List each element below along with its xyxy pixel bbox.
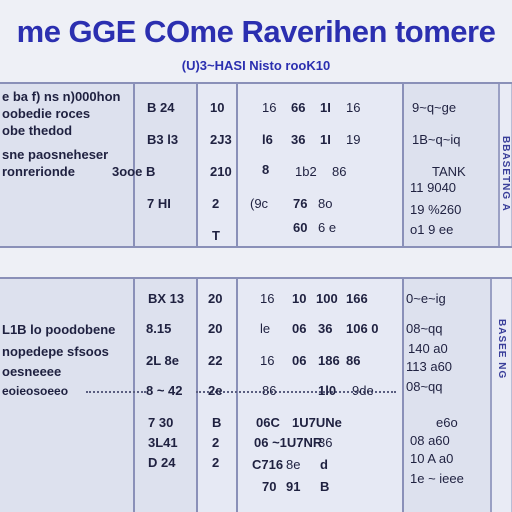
bottom-c-cell: 86 [262,383,277,398]
bottom-c-cell: 06 [292,321,307,336]
bottom-b-cell: 2 [212,435,220,450]
bottom-c-cell: 06 ~1U7NR [254,435,323,450]
bottom-c-cell: d [320,457,328,472]
bottom-c-cell: 70 [262,479,277,494]
top-c-cell: 8o [318,196,333,211]
top-desc-line: obe thedod [2,123,73,138]
bottom-a-cell: 2L 8e [146,353,180,368]
bottom-side-label: BASEE NG [496,319,507,380]
bottom-c-cell: B [320,479,330,494]
top-b-cell: 10 [210,100,225,115]
bottom-c-cell: 106 0 [346,321,379,336]
bottom-c-cell: 1l0 [318,383,337,398]
top-b-cell: 2 [212,196,220,211]
bottom-b-cell: 22 [208,353,223,368]
bottom-c-cell: C716 [252,457,284,472]
bottom-desc-line: eoieosoeeo [2,384,69,398]
top-desc-line: sne paosneheser [2,147,109,162]
bottom-c-cell: 06C [256,415,280,430]
bottom-c-cell: 1U7UNe [292,415,342,430]
top-c-cell: 66 [291,100,306,115]
bottom-c-cell: 16 [260,353,275,368]
top-table [0,82,512,248]
top-c-cell: 1I [320,132,331,147]
top-b-cell: 2J3 [210,132,232,147]
bottom-b-cell: 20 [208,321,223,336]
bottom-c-cell: le [260,321,271,336]
top-c-cell: 16 [262,100,277,115]
top-c-cell: 1I [320,100,331,115]
top-c-cell: 76 [293,196,308,211]
bottom-c-cell: 100 [316,291,338,306]
leader-dots [86,391,146,393]
bottom-c-cell: 16 [260,291,275,306]
top-b-cell: 210 [210,164,232,179]
top-d-cell: 19 %260 [410,202,462,217]
top-desc-line: e ba f) ns n)000hon [2,89,121,104]
bottom-a-cell: 8 ~ 42 [146,383,183,398]
bottom-c-cell: 186 [318,353,340,368]
bottom-table [0,277,512,512]
top-a-cell: 7 HI [147,196,171,211]
top-desc-line: oobedie roces [2,106,91,121]
bottom-a-cell: 3L41 [148,435,178,450]
top-c-cell: 86 [332,164,347,179]
bottom-c-cell: 166 [346,291,368,306]
bottom-c-cell: 36 [318,435,333,450]
top-a-cell: B3 l3 [147,132,179,147]
page-title: me GGE COme Raverihen tomere [16,14,496,49]
top-d-cell: 1B~q~iq [412,132,461,147]
bottom-c-cell: 8e [286,457,301,472]
bottom-b-cell: 2e [208,383,223,398]
top-desc-line: ronrerionde [2,164,75,179]
bottom-a-cell: BX 13 [148,291,185,306]
bottom-d-cell: 10 A a0 [410,451,454,466]
bottom-b-cell: 20 [208,291,223,306]
top-c-cell: 60 [293,220,308,235]
bottom-d-cell: e6o [436,415,458,430]
bottom-desc-line: nopedepe sfsoos [2,344,109,359]
top-c-cell: 6 e [318,220,337,235]
bottom-d-cell: 08~qq [406,379,443,394]
bottom-a-cell: D 24 [148,455,176,470]
page-subtitle: (U)3~HASI Nisto rooK10 [181,58,331,73]
bottom-desc-line: L1B lo poodobene [2,322,116,337]
bottom-d-cell: 0~e~ig [406,291,446,306]
top-c-cell: 1b2 [295,164,317,179]
bottom-d-cell: 08 a60 [410,433,450,448]
bottom-c-cell: 91 [286,479,301,494]
bottom-c-cell: 86 [346,353,361,368]
bottom-b-cell: B [212,415,222,430]
top-d-cell: o1 9 ee [410,222,454,237]
bottom-c-cell: 06 [292,353,307,368]
bottom-a-cell: 7 30 [148,415,174,430]
top-a-cell: 3ooe B [112,164,156,179]
bottom-d-cell: 1e ~ ieee [410,471,464,486]
top-c-cell: 8 [262,162,270,177]
top-d-cell: TANK [432,164,466,179]
top-b-cell: T [212,228,220,243]
top-side-label: BBASETNG A [500,136,511,212]
top-c-cell: l6 [262,132,273,147]
bottom-c-cell: 36 [318,321,333,336]
top-d-cell: 11 9040 [410,180,457,195]
bottom-d-cell: 08~qq [406,321,443,336]
top-d-cell: 9~q~ge [412,100,457,115]
bottom-a-cell: 8.15 [146,321,172,336]
bottom-d-cell: 140 a0 [408,341,448,356]
top-c-cell: 36 [291,132,306,147]
top-c-cell: 16 [346,100,361,115]
top-c-cell: 19 [346,132,361,147]
bottom-d-cell: 113 a60 [406,359,453,374]
bottom-b-cell: 2 [212,455,220,470]
bottom-c-cell: 9de [352,383,374,398]
top-c-cell: (9c [250,196,269,211]
bottom-desc-line: oesneeee [2,364,62,379]
bottom-c-cell: 10 [292,291,307,306]
bottom-side-rule [490,279,512,512]
top-a-cell: B 24 [147,100,175,115]
